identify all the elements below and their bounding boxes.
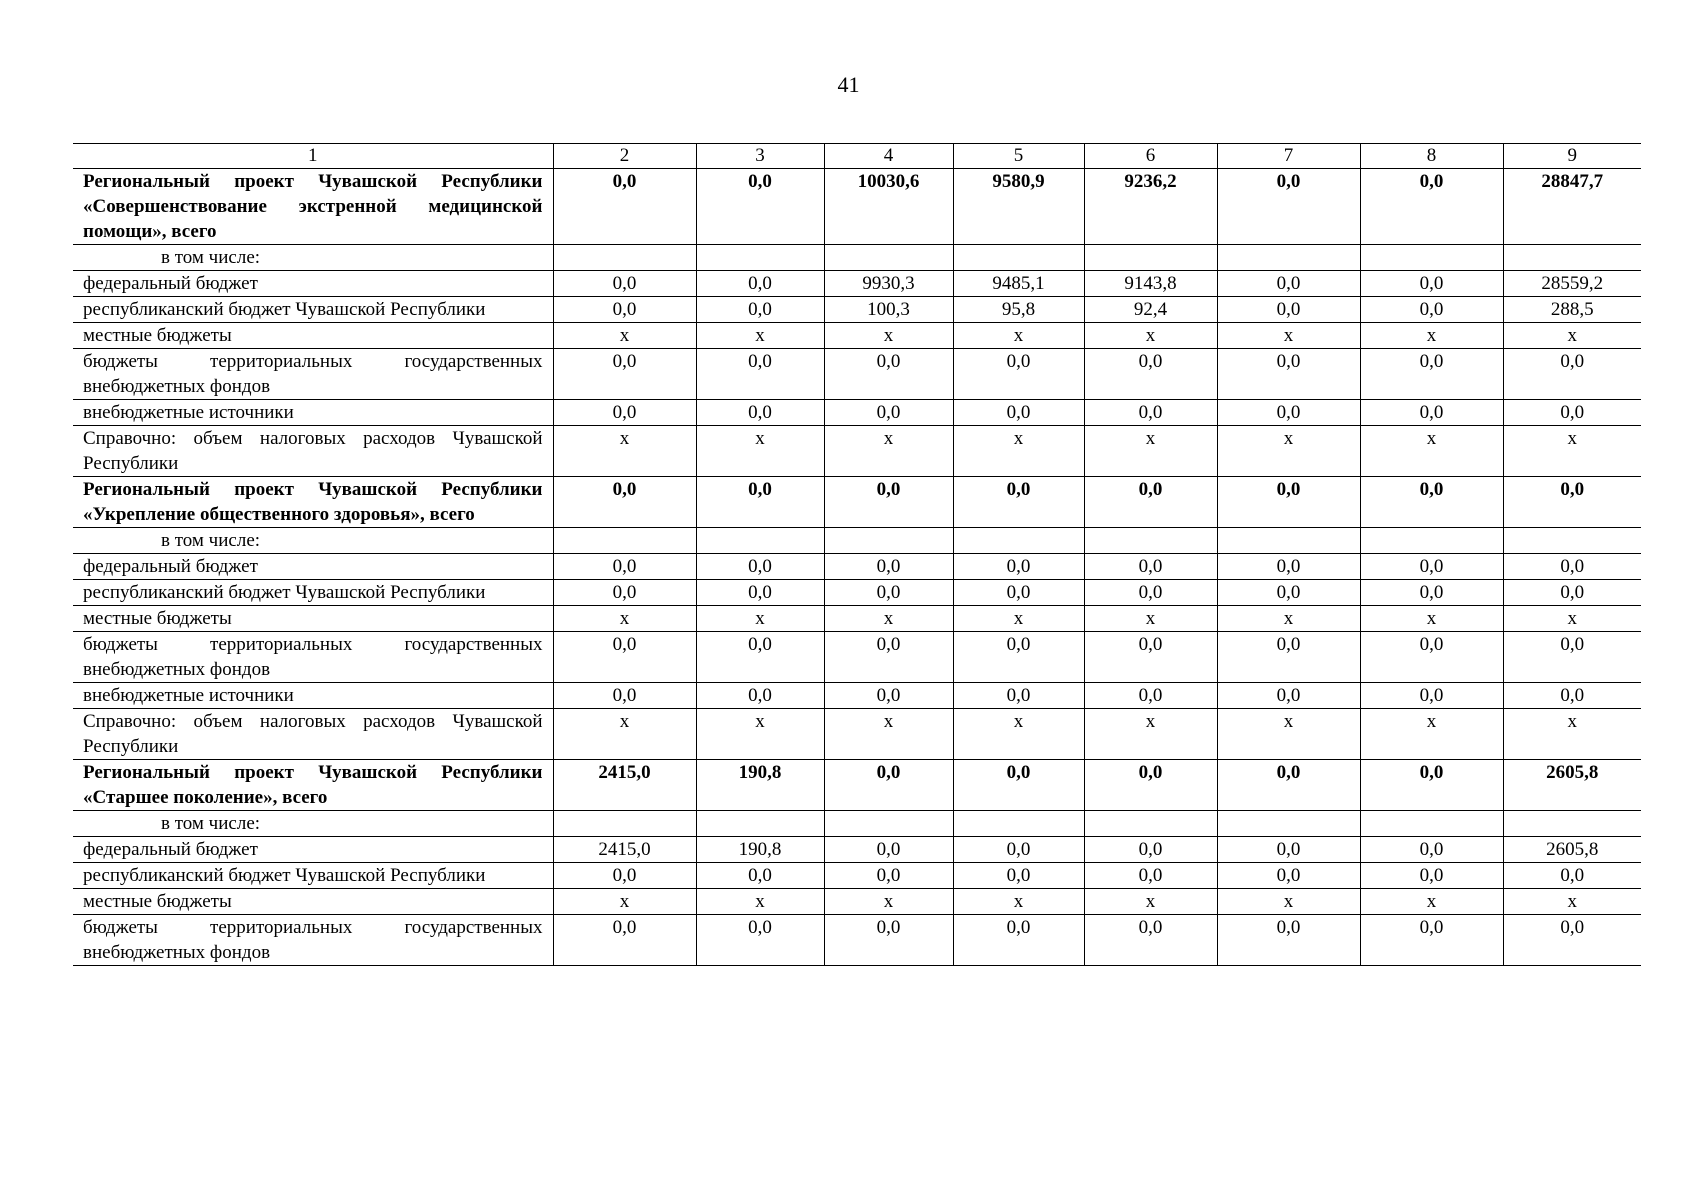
funding-value: х [696, 709, 824, 760]
funding-value: 0,0 [824, 683, 953, 709]
total-value: 9236,2 [1084, 169, 1217, 245]
funding-value: х [1360, 709, 1503, 760]
funding-value: х [1503, 709, 1641, 760]
funding-value: 0,0 [953, 632, 1084, 683]
empty-cell [1503, 528, 1641, 554]
funding-value: 0,0 [1084, 349, 1217, 400]
funding-value: 0,0 [1503, 863, 1641, 889]
funding-value: 0,0 [1217, 632, 1360, 683]
funding-row [73, 889, 1641, 915]
funding-row [73, 400, 1641, 426]
funding-source-label: Справочно: объем налоговых расходов Чувашской Республики [73, 709, 553, 760]
total-value: 0,0 [696, 477, 824, 528]
funding-value: х [553, 606, 696, 632]
funding-value: 0,0 [1084, 683, 1217, 709]
funding-source-label: бюджеты территориальных государственных внебюджетных фондов [73, 349, 553, 400]
funding-value: 0,0 [1503, 349, 1641, 400]
funding-value: 0,0 [824, 632, 953, 683]
funding-value: 0,0 [1217, 400, 1360, 426]
project-total-row [73, 760, 1641, 811]
funding-value: х [1217, 323, 1360, 349]
funding-value: 0,0 [1217, 837, 1360, 863]
funding-row [73, 863, 1641, 889]
empty-cell [1217, 528, 1360, 554]
funding-value: 0,0 [953, 683, 1084, 709]
funding-value: х [1503, 606, 1641, 632]
total-value: 0,0 [824, 760, 953, 811]
total-value: 28847,7 [1503, 169, 1641, 245]
total-value: 0,0 [1360, 477, 1503, 528]
budget-table [73, 143, 1641, 966]
funding-value: 0,0 [696, 271, 824, 297]
column-number: 5 [953, 144, 1084, 169]
funding-value: 0,0 [953, 400, 1084, 426]
funding-value: х [1217, 426, 1360, 477]
funding-value: х [1084, 889, 1217, 915]
funding-value: 0,0 [553, 863, 696, 889]
empty-cell [1217, 245, 1360, 271]
funding-row [73, 837, 1641, 863]
funding-value: 0,0 [696, 554, 824, 580]
funding-row [73, 632, 1641, 683]
funding-row [73, 349, 1641, 400]
funding-value: 0,0 [696, 580, 824, 606]
funding-value: 0,0 [1217, 554, 1360, 580]
total-value: 0,0 [1217, 477, 1360, 528]
column-number: 6 [1084, 144, 1217, 169]
funding-value: 0,0 [696, 683, 824, 709]
funding-row [73, 297, 1641, 323]
total-value: 0,0 [1217, 169, 1360, 245]
funding-value: 0,0 [1360, 837, 1503, 863]
funding-value: 0,0 [824, 863, 953, 889]
funding-value: 2605,8 [1503, 837, 1641, 863]
funding-value: 0,0 [824, 349, 953, 400]
funding-value: 0,0 [824, 400, 953, 426]
funding-source-label: местные бюджеты [73, 606, 553, 632]
funding-source-label: внебюджетные источники [73, 400, 553, 426]
funding-value: 0,0 [1503, 554, 1641, 580]
project-title: Региональный проект Чувашской Республики «Совершенствование экстренной медицинской помощи», всего [73, 169, 553, 245]
funding-value: 0,0 [953, 863, 1084, 889]
empty-cell [1217, 811, 1360, 837]
column-number: 8 [1360, 144, 1503, 169]
empty-cell [553, 811, 696, 837]
funding-value: 0,0 [553, 271, 696, 297]
funding-value: 0,0 [1503, 580, 1641, 606]
empty-cell [696, 811, 824, 837]
funding-value: 288,5 [1503, 297, 1641, 323]
funding-value: х [696, 606, 824, 632]
funding-value: х [953, 323, 1084, 349]
funding-value: 0,0 [696, 400, 824, 426]
funding-value: 100,3 [824, 297, 953, 323]
empty-cell [824, 528, 953, 554]
funding-value: х [953, 606, 1084, 632]
funding-value: 0,0 [1084, 837, 1217, 863]
funding-value: 0,0 [953, 554, 1084, 580]
funding-source-label: местные бюджеты [73, 889, 553, 915]
funding-value: х [696, 323, 824, 349]
empty-cell [824, 811, 953, 837]
funding-row [73, 554, 1641, 580]
funding-value: 0,0 [1360, 349, 1503, 400]
funding-source-label: бюджеты территориальных государственных внебюджетных фондов [73, 632, 553, 683]
funding-value: 0,0 [953, 349, 1084, 400]
funding-value: 0,0 [1084, 915, 1217, 966]
including-label: в том числе: [73, 528, 553, 554]
funding-value: 0,0 [696, 349, 824, 400]
funding-value: 9930,3 [824, 271, 953, 297]
empty-cell [696, 245, 824, 271]
funding-value: 0,0 [1503, 400, 1641, 426]
total-value: 9580,9 [953, 169, 1084, 245]
empty-cell [1503, 245, 1641, 271]
funding-value: 0,0 [553, 580, 696, 606]
funding-source-label: федеральный бюджет [73, 271, 553, 297]
funding-value: х [824, 709, 953, 760]
funding-value: 0,0 [1084, 863, 1217, 889]
funding-value: 0,0 [696, 863, 824, 889]
total-value: 190,8 [696, 760, 824, 811]
funding-value: х [824, 606, 953, 632]
funding-source-label: республиканский бюджет Чувашской Республики [73, 580, 553, 606]
funding-value: 2415,0 [553, 837, 696, 863]
including-label: в том числе: [73, 811, 553, 837]
funding-value: 0,0 [953, 580, 1084, 606]
funding-value: х [1084, 709, 1217, 760]
funding-value: х [1360, 606, 1503, 632]
funding-value: 0,0 [824, 580, 953, 606]
funding-value: 0,0 [553, 915, 696, 966]
total-value: 0,0 [824, 477, 953, 528]
funding-value: 0,0 [824, 837, 953, 863]
column-number-row [73, 144, 1641, 169]
funding-row [73, 606, 1641, 632]
funding-value: 0,0 [1217, 863, 1360, 889]
funding-value: 0,0 [1217, 297, 1360, 323]
including-label: в том числе: [73, 245, 553, 271]
funding-source-label: республиканский бюджет Чувашской Республики [73, 863, 553, 889]
empty-cell [1360, 528, 1503, 554]
total-value: 0,0 [1084, 477, 1217, 528]
funding-value: 0,0 [553, 554, 696, 580]
total-value: 0,0 [1503, 477, 1641, 528]
funding-value: 0,0 [553, 683, 696, 709]
including-row [73, 528, 1641, 554]
empty-cell [1084, 811, 1217, 837]
funding-row [73, 271, 1641, 297]
empty-cell [553, 245, 696, 271]
project-total-row [73, 477, 1641, 528]
including-row [73, 811, 1641, 837]
funding-value: х [1217, 606, 1360, 632]
funding-value: х [553, 323, 696, 349]
project-title: Региональный проект Чувашской Республики «Старшее поколение», всего [73, 760, 553, 811]
funding-value: 0,0 [953, 915, 1084, 966]
empty-cell [953, 811, 1084, 837]
funding-value: х [1217, 889, 1360, 915]
empty-cell [1084, 528, 1217, 554]
funding-value: х [1360, 323, 1503, 349]
funding-source-label: бюджеты территориальных государственных внебюджетных фондов [73, 915, 553, 966]
empty-cell [1360, 245, 1503, 271]
total-value: 0,0 [1084, 760, 1217, 811]
funding-value: 9143,8 [1084, 271, 1217, 297]
funding-value: х [1084, 426, 1217, 477]
funding-source-label: местные бюджеты [73, 323, 553, 349]
funding-value: х [696, 889, 824, 915]
funding-value: 0,0 [1360, 863, 1503, 889]
column-number: 4 [824, 144, 953, 169]
empty-cell [824, 245, 953, 271]
column-number: 3 [696, 144, 824, 169]
funding-value: 0,0 [696, 297, 824, 323]
funding-row [73, 915, 1641, 966]
total-value: 2415,0 [553, 760, 696, 811]
funding-value: х [1217, 709, 1360, 760]
funding-value: 0,0 [553, 297, 696, 323]
funding-value: 0,0 [553, 349, 696, 400]
funding-value: 0,0 [1217, 683, 1360, 709]
column-number: 9 [1503, 144, 1641, 169]
table-body [73, 144, 1641, 966]
total-value: 0,0 [1217, 760, 1360, 811]
project-total-row [73, 169, 1641, 245]
funding-value: х [953, 889, 1084, 915]
empty-cell [1360, 811, 1503, 837]
funding-value: х [1503, 426, 1641, 477]
funding-source-label: Справочно: объем налоговых расходов Чувашской Республики [73, 426, 553, 477]
total-value: 0,0 [553, 169, 696, 245]
funding-value: 0,0 [1217, 580, 1360, 606]
funding-value: 0,0 [1217, 915, 1360, 966]
funding-value: 0,0 [1084, 632, 1217, 683]
funding-value: 9485,1 [953, 271, 1084, 297]
funding-value: х [824, 889, 953, 915]
total-value: 10030,6 [824, 169, 953, 245]
funding-value: х [953, 709, 1084, 760]
funding-value: 0,0 [1360, 271, 1503, 297]
empty-cell [953, 528, 1084, 554]
funding-value: 92,4 [1084, 297, 1217, 323]
funding-value: х [1360, 889, 1503, 915]
funding-value: 0,0 [953, 837, 1084, 863]
total-value: 0,0 [1360, 169, 1503, 245]
project-title: Региональный проект Чувашской Республики «Укрепление общественного здоровья», всего [73, 477, 553, 528]
funding-value: 0,0 [1360, 554, 1503, 580]
funding-value: 190,8 [696, 837, 824, 863]
empty-cell [553, 528, 696, 554]
total-value: 0,0 [953, 477, 1084, 528]
funding-row [73, 683, 1641, 709]
funding-value: 0,0 [696, 915, 824, 966]
funding-value: 28559,2 [1503, 271, 1641, 297]
funding-value: 0,0 [1503, 632, 1641, 683]
funding-value: 0,0 [1360, 915, 1503, 966]
total-value: 0,0 [696, 169, 824, 245]
funding-value: 95,8 [953, 297, 1084, 323]
column-number: 2 [553, 144, 696, 169]
funding-value: х [553, 426, 696, 477]
total-value: 0,0 [1360, 760, 1503, 811]
funding-value: 0,0 [1360, 297, 1503, 323]
funding-value: х [1360, 426, 1503, 477]
funding-value: 0,0 [1503, 683, 1641, 709]
funding-value: х [1084, 606, 1217, 632]
funding-value: х [824, 426, 953, 477]
empty-cell [1084, 245, 1217, 271]
funding-value: 0,0 [696, 632, 824, 683]
funding-row [73, 709, 1641, 760]
funding-source-label: республиканский бюджет Чувашской Республики [73, 297, 553, 323]
funding-value: 0,0 [1217, 271, 1360, 297]
funding-value: 0,0 [1084, 554, 1217, 580]
column-number: 7 [1217, 144, 1360, 169]
funding-value: 0,0 [1217, 349, 1360, 400]
funding-value: х [1503, 889, 1641, 915]
funding-value: 0,0 [1084, 400, 1217, 426]
total-value: 0,0 [553, 477, 696, 528]
funding-value: х [553, 889, 696, 915]
funding-row [73, 580, 1641, 606]
funding-value: 0,0 [1360, 632, 1503, 683]
total-value: 2605,8 [1503, 760, 1641, 811]
funding-value: х [1503, 323, 1641, 349]
funding-value: х [553, 709, 696, 760]
empty-cell [1503, 811, 1641, 837]
funding-value: х [824, 323, 953, 349]
funding-value: 0,0 [1503, 915, 1641, 966]
funding-value: 0,0 [1084, 580, 1217, 606]
funding-value: х [1084, 323, 1217, 349]
funding-value: х [696, 426, 824, 477]
funding-value: х [953, 426, 1084, 477]
empty-cell [696, 528, 824, 554]
funding-source-label: внебюджетные источники [73, 683, 553, 709]
page-number: 41 [837, 72, 860, 97]
funding-row [73, 426, 1641, 477]
funding-value: 0,0 [1360, 683, 1503, 709]
empty-cell [953, 245, 1084, 271]
funding-value: 0,0 [1360, 400, 1503, 426]
funding-row [73, 323, 1641, 349]
funding-source-label: федеральный бюджет [73, 837, 553, 863]
total-value: 0,0 [953, 760, 1084, 811]
funding-value: 0,0 [1360, 580, 1503, 606]
funding-value: 0,0 [553, 400, 696, 426]
funding-value: 0,0 [824, 915, 953, 966]
column-number: 1 [73, 144, 553, 169]
funding-source-label: федеральный бюджет [73, 554, 553, 580]
funding-value: 0,0 [553, 632, 696, 683]
funding-value: 0,0 [824, 554, 953, 580]
including-row [73, 245, 1641, 271]
